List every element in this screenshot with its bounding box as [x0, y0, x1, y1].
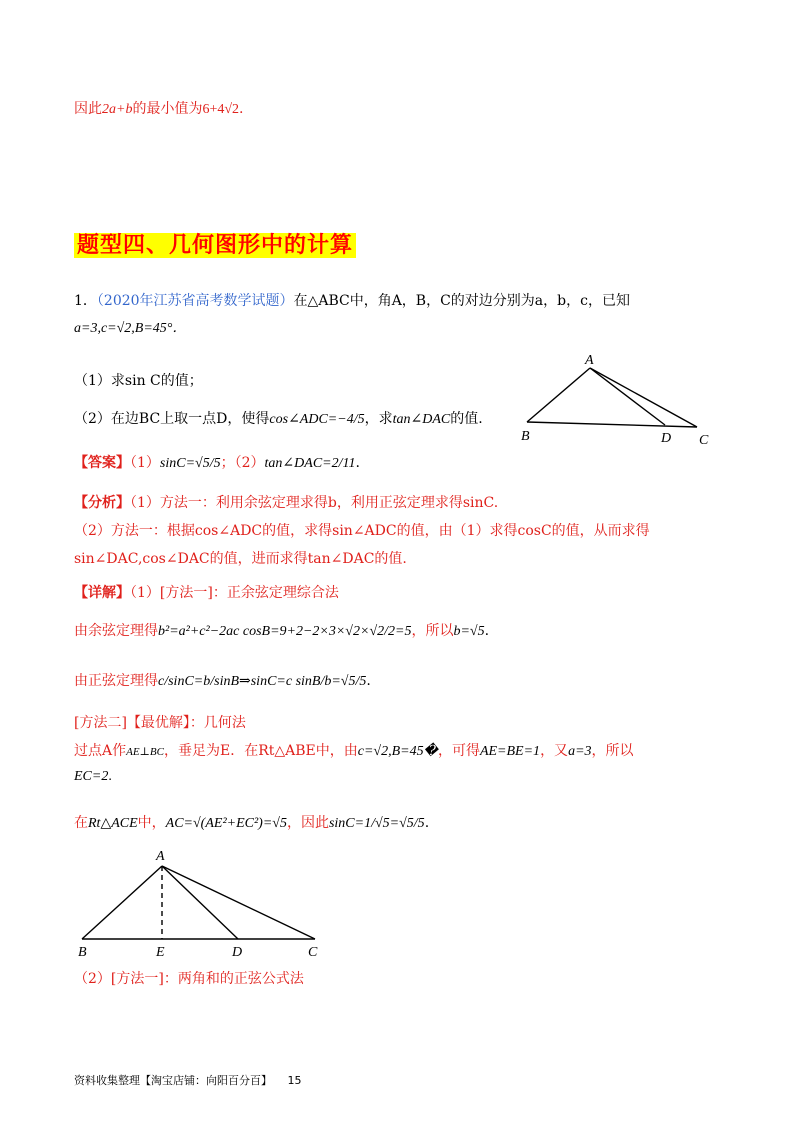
fig2-side-ac	[162, 866, 315, 939]
geometry-line-1: 过点A作AE⊥BC，垂足为E．在Rt△ABE中，由c=√2,B=45�，可得AE=BE=1，又a=3，所以	[74, 743, 634, 759]
sine-law-line: 由正弦定理得c/sinC=b/sinB⇒sinC=c sinB/b=√5/5.	[74, 673, 371, 689]
section-title: 题型四、几何图形中的计算	[74, 228, 356, 259]
footer	[74, 1072, 302, 1088]
problem-given: a=3,c=√2,B=45°．	[74, 321, 187, 336]
problem-stem: 1．（2020年江苏省高考数学试题）在△ABC中，角A，B，C的对边分别为a，b，c，已知	[74, 293, 630, 309]
footer-text: 资料收集整理【淘宝店铺：向阳百分百】	[74, 1074, 272, 1087]
analysis-line-3: sin∠DAC,cos∠DAC的值，进而求得tan∠DAC的值.	[74, 551, 407, 567]
fig1-label-b: B	[521, 429, 530, 444]
triangle-figure-1	[515, 350, 725, 450]
fig1-side-ac	[590, 368, 697, 427]
analysis-line-2: （2）方法一：根据cos∠ADC的值，求得sin∠ADC的值，由（1）求得cosC的值，从而求得	[74, 523, 650, 539]
problem-part2: （2）在边BC上取一点D，使得cos∠ADC=−4/5，求tan∠DAC的值.	[74, 411, 483, 427]
problem-part1: （1）求sin C的值；	[74, 373, 203, 389]
triangle-figure-2	[70, 842, 340, 962]
cosine-law-line: 由余弦定理得b²=a²+c²−2ac cosB=9+2−2×3×√2×√2/2=5，所以b=√5.	[74, 623, 490, 639]
page-number: 15	[287, 1074, 302, 1087]
detail-method1-line: 【详解】（1）[方法一]：正余弦定理综合法	[74, 585, 339, 601]
method2-label: [方法二]【最优解】：几何法	[74, 715, 246, 731]
fig2-label-b: B	[78, 945, 87, 960]
analysis-line-1: 【分析】（1）方法一：利用余弦定理求得b，利用正弦定理求得sinC.	[74, 495, 499, 511]
top-result-line: 因此2a+b的最小值为6+4√2.	[74, 101, 244, 117]
fig2-side-ab	[82, 866, 162, 939]
fig2-label-e: E	[156, 945, 165, 960]
fig2-label-c: C	[308, 945, 318, 960]
geometry-line-2: EC=2.	[74, 769, 112, 784]
fig1-side-bc	[527, 422, 697, 427]
right-triangle-line: 在Rt△ACE中，AC=√(AE²+EC²)=√5，因此sinC=1/√5=√5/5.	[74, 815, 430, 831]
part2-method1-line: （2）[方法一]：两角和的正弦公式法	[74, 971, 304, 987]
fig1-segment-ad	[590, 368, 665, 425]
fig2-label-a: A	[156, 849, 165, 864]
fig1-label-a: A	[585, 353, 594, 368]
fig1-label-d: D	[661, 431, 672, 446]
fig2-label-d: D	[232, 945, 243, 960]
fig1-side-ab	[527, 368, 590, 422]
answer-line: 【答案】（1）sinC=√5/5；（2）tan∠DAC=2/11.	[74, 455, 360, 471]
fig1-label-c: C	[699, 433, 709, 448]
fig2-segment-ad	[162, 866, 238, 939]
